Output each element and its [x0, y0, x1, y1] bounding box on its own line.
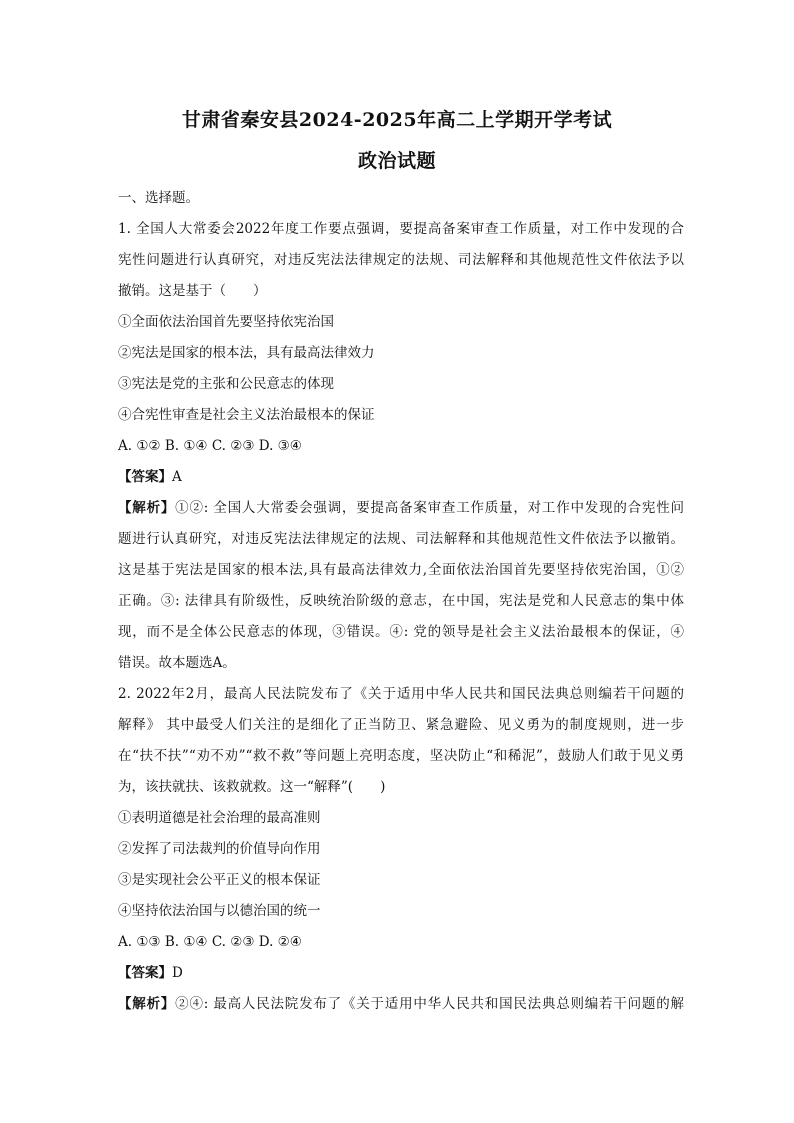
answer-value: A [172, 469, 182, 485]
q1-stem-line: 1. 全国人大常委会2022年度工作要点强调，要提高备案审查工作质量，对工作中发现的合 [118, 221, 684, 237]
q1-stem-line: 撤销。这是基于（ ） [118, 283, 267, 299]
q2-option: ①表明道德是社会治理的最高准则 [118, 810, 321, 826]
q1-analysis [118, 493, 684, 524]
q2-option: ③是实现社会公平正义的根本保证 [118, 872, 321, 888]
q1-analysis-line: 这是基于宪法是国家的根本法,具有最高法律效力,全面依法治国首先要坚持依宪治国，①② [118, 562, 684, 578]
section-heading: 一、选择题。 [118, 190, 199, 206]
q1-option: ③宪法是党的主张和公民意志的体现 [118, 376, 334, 392]
q1-analysis-line: 现，而不是全体公民意志的体现，③错误。④: 党的领导是社会主义法治最根本的保证，④ [118, 624, 684, 640]
q2-stem-line: 2. 2022年2月，最高人民法院发布了《关于适用中华人民共和国民法典总则编若干问题的 [118, 686, 684, 702]
q1-option: ②宪法是国家的根本法，具有最高法律效力 [118, 345, 375, 361]
q2-choices: A. ①③ B. ①④ C. ②③ D. ②④ [118, 934, 302, 950]
q2-answer [118, 958, 684, 989]
analysis-label: 【解析】 [118, 996, 176, 1012]
page-title: 甘肃省秦安县2024-2025年高二上学期开学考试 [181, 109, 613, 131]
page-subtitle: 政治试题 [357, 150, 436, 172]
q2-stem-line: 在“扶不扶”“劝不劝”“救不救”等问题上亮明态度，坚决防止“和稀泥”，鼓励人们敢于见义勇 [118, 748, 684, 764]
q1-option: ④合宪性审查是社会主义法治最根本的保证 [118, 407, 375, 423]
q1-analysis-line: 错误。故本题选A。 [118, 655, 236, 671]
q1-option: ①全面依法治国首先要坚持依宪治国 [118, 314, 334, 330]
q1-analysis-line: 正确。③: 法律具有阶级性，反映统治阶级的意志，在中国，宪法是党和人民意志的集中体 [118, 593, 684, 609]
q2-option: ④坚持依法治国与以德治国的统一 [118, 903, 321, 919]
q1-stem-line: 宪性问题进行认真研究，对违反宪法法律规定的法规、司法解释和其他规范性文件依法予以 [118, 252, 684, 268]
q1-analysis-line: 题进行认真研究，对违反宪法法律规定的法规、司法解释和其他规范性文件依法予以撤销。 [118, 531, 684, 547]
exam-body [118, 183, 684, 1020]
analysis-text: ②④: 最高人民法院发布了《关于适用中华人民共和国民法典总则编若干问题的解 [175, 996, 684, 1012]
q1-choices: A. ①② B. ①④ C. ②③ D. ③④ [118, 438, 302, 454]
answer-value: D [172, 965, 183, 981]
analysis-label: 【解析】 [118, 500, 176, 516]
answer-label: 【答案】 [118, 469, 172, 485]
q2-analysis [118, 989, 684, 1020]
q1-answer [118, 462, 684, 493]
q2-stem-line: 解释》 其中最受人们关注的是细化了正当防卫、紧急避险、见义勇为的制度规则，进一步 [118, 717, 684, 733]
q2-stem-line: 为，该扶就扶、该救就救。这一“解释”( ) [118, 779, 386, 795]
answer-label: 【答案】 [118, 965, 172, 981]
q2-option: ②发挥了司法裁判的价值导向作用 [118, 841, 321, 857]
analysis-text: ①②: 全国人大常委会强调，要提高备案审查工作质量，对工作中发现的合宪性问 [175, 500, 684, 516]
